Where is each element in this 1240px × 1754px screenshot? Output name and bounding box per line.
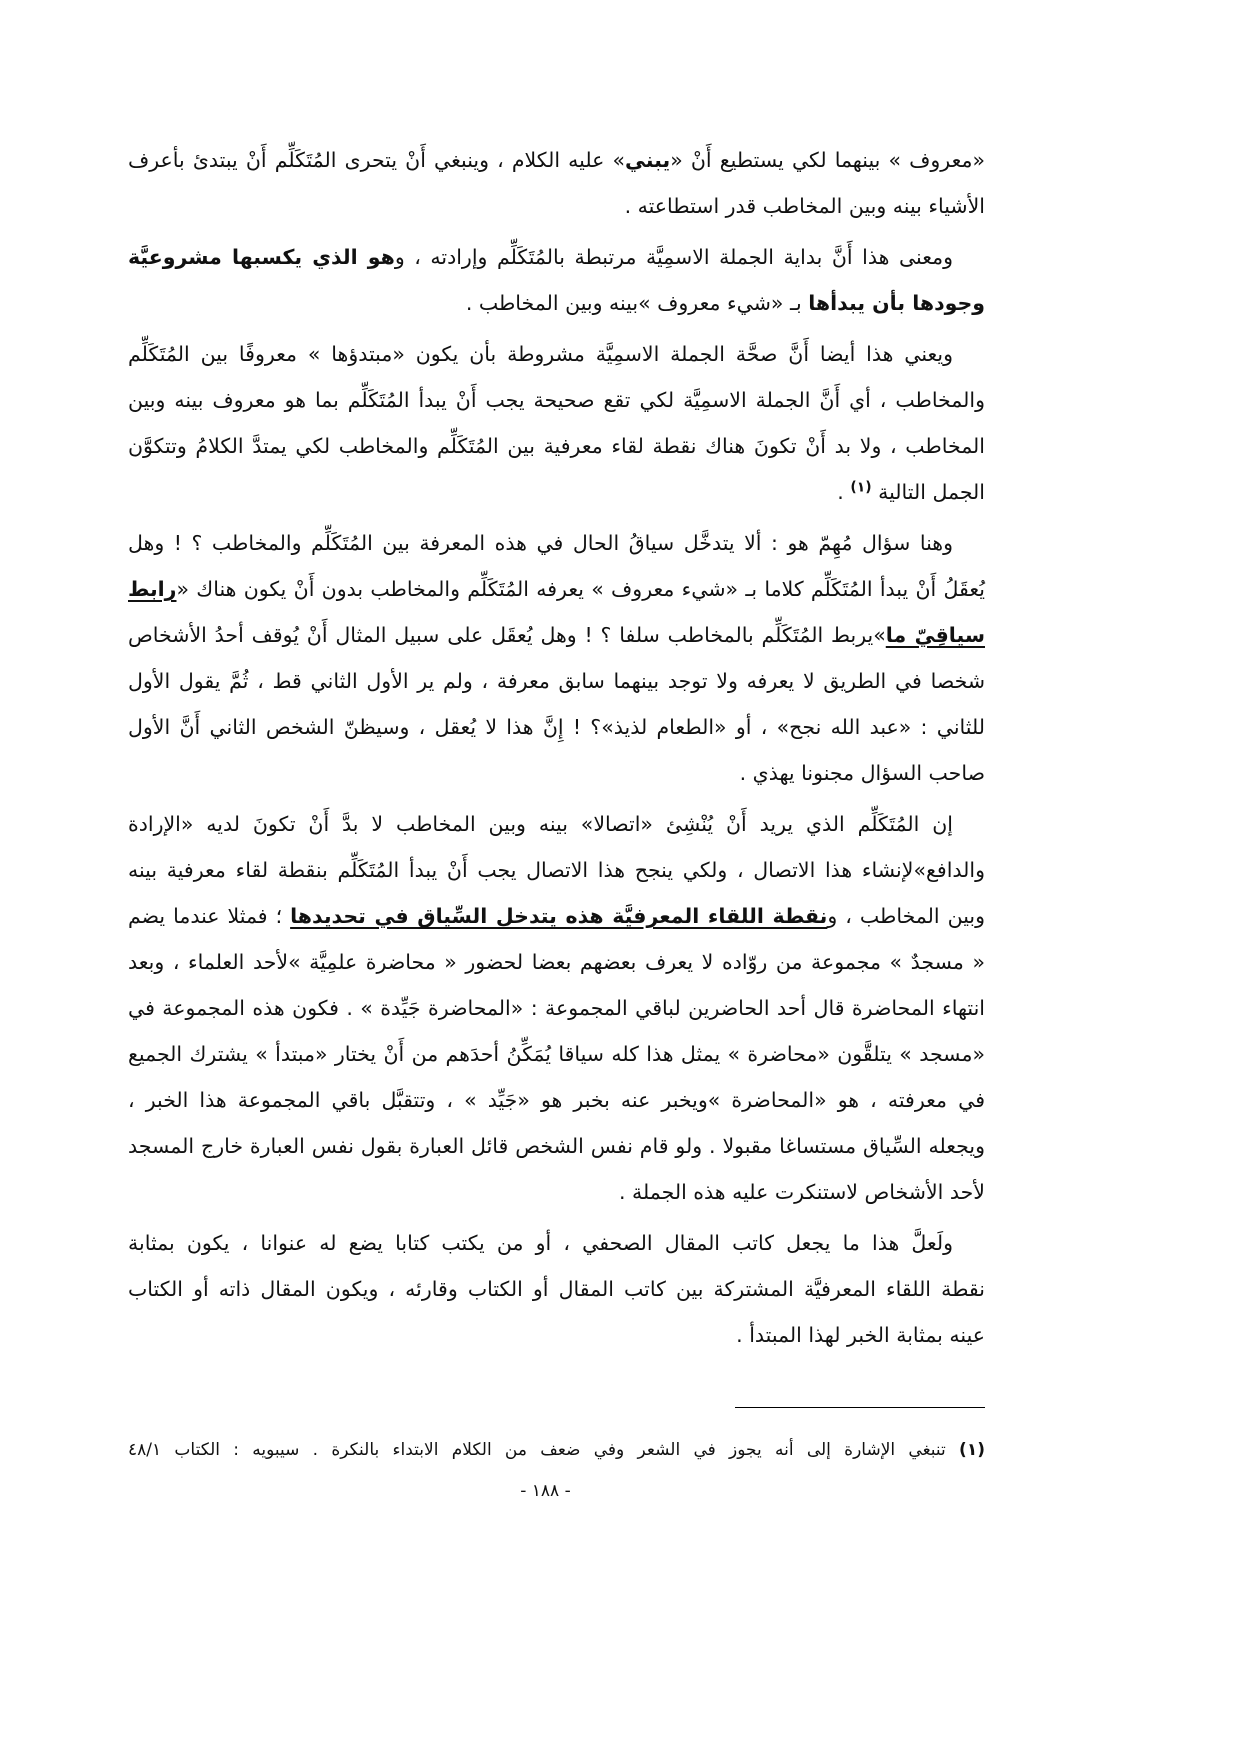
paragraph-6-line-3: عينه بمثابة الخبر لهذا المبتدأ .	[736, 1323, 985, 1347]
paragraph-1-line-2: الأشياء بينه وبين المخاطب قدر استطاعته .	[624, 194, 985, 218]
text-run: »يربط المُتَكَلِّم بالمخاطب سلفا ؟ ! وهل يُعقَل على سبيل المثال أَنْ يُوقف أحدُ الأشخاص	[128, 623, 886, 647]
paragraph-4-line-6: صاحب السؤال مجنونا يهذي .	[739, 761, 985, 785]
emphasized-phrase: نقطة اللقاء المعرفيَّة هذه يتدخل السِّياق في تحديدها	[290, 904, 828, 928]
bold-phrase: وجودها بأن يبدأها	[808, 291, 985, 315]
paragraph-4-line-2	[128, 566, 985, 612]
paragraph-5-line-4: « مسجدٌ » مجموعة من روّاده لا يعرف بعضهم بعضا لحضور « محاضرة علمِيَّة »لأحد العلماء ، وبعد	[128, 950, 985, 974]
paragraph-5-line-1: إن المُتَكَلِّم الذي يريد أَنْ يُنْشِئ «اتصالا» بينه وبين المخاطب لا بدَّ أَنْ تكونَ لديه «الإرادة	[128, 812, 953, 836]
footnote-separator	[735, 1407, 985, 1408]
paragraph-3-line-4	[128, 469, 985, 515]
paragraph-5-line-7: في معرفته ، هو «المحاضرة »ويخبر عنه بخبر هو «جَيِّد » ، وتتقبَّل باقي المجموعة هذا الخبر ،	[128, 1088, 985, 1112]
text-run: بـ «شيء معروف »بينه وبين المخاطب .	[465, 291, 809, 315]
footnote-reference[interactable]: (١)	[850, 479, 872, 496]
paragraph-3	[128, 331, 985, 515]
paragraph-1-line-1	[128, 137, 985, 183]
emphasized-phrase: رابط	[128, 577, 177, 601]
paragraph-4-line-4: شخصا في الطريق لا يعرفه ولا توجد بينهما سابق معرفة ، ولم ير الأول الثاني قط ، ثُمَّ يقول الأول	[128, 669, 985, 693]
text-run: «معروف » بينهما لكي يستطيع أَنْ «	[670, 148, 985, 172]
paragraph-6-line-2: نقطة اللقاء المعرفيَّة المشتركة بين كاتب المقال أو الكتاب وقارئه ، ويكون المقال ذاته أو الكتاب	[128, 1277, 985, 1301]
paragraph-4-line-5: للثاني : «عبد الله نجح» ، أو «الطعام لذيذ»؟ ! إِنَّ هذا لا يُعقل ، وسيظنّ الشخص الثاني أَنَّ الأول	[128, 715, 985, 739]
text-run: .	[837, 480, 851, 504]
paragraph-6	[128, 1220, 985, 1358]
paragraph-5-line-5: انتهاء المحاضرة قال أحد الحاضرين لباقي المجموعة : «المحاضرة جَيِّدة » . فكون هذه المجموعة في	[128, 996, 985, 1020]
footnote-text: تنبغي الإشارة إلى أنه يجوز في الشعر وفي ضعف من الكلام الابتداء بالنكرة . سيبويه : الكتاب ٤٨/١	[128, 1440, 960, 1460]
paragraph-3-line-1: ويعني هذا أيضا أَنَّ صحَّة الجملة الاسمِيَّة مشروطة بأن يكون «مبتدؤها » معروفًا بين المُتَكَلِّم	[128, 342, 953, 366]
paragraph-6-line-1: ولَعلَّ هذا ما يجعل كاتب المقال الصحفي ، أو من يكتب كتابا يضع له عنوانا ، يكون بمثابة	[128, 1231, 953, 1255]
body-text	[128, 137, 985, 1358]
footnote-marker: (١)	[959, 1440, 985, 1460]
text-run: ؛ فمثلا عندما يضم	[128, 904, 291, 928]
paragraph-3-line-3: المخاطب ، ولا بد أَنْ تكونَ هناك نقطة لقاء معرفية بين المُتَكَلِّم والمخاطب لكي يمتدَّ الكلامُ وتتكوَّن	[128, 434, 985, 458]
text-run: » عليه الكلام ، وينبغي أَنْ يتحرى المُتَكَلِّم أَنْ يبتدئ بأعرف	[128, 148, 626, 172]
paragraph-5-line-6: «مسجد » يتلقَّون «محاضرة » يمثل هذا كله سياقا يُمَكِّنُ أحدَهم من أَنْ يختار «مبتدأ » يشترك الجميع	[128, 1042, 985, 1066]
page-number: - ١٨٨ -	[520, 1481, 571, 1501]
paragraph-2-line-2	[128, 280, 985, 326]
bold-phrase: هو الذي يكسبها مشروعيَّة	[128, 245, 395, 269]
text-run: وبين المخاطب ، و	[827, 904, 985, 928]
text-run: الجمل التالية	[871, 480, 985, 504]
paragraph-5	[128, 801, 985, 1215]
text-run: ومعنى هذا أَنَّ بداية الجملة الاسمِيَّة مرتبطة بالمُتَكَلِّم وإرادته ، و	[394, 245, 953, 269]
bold-term: يبني	[625, 148, 671, 172]
footnote	[128, 1436, 985, 1464]
paragraph-5-line-2: والدافع»لإنشاء هذا الاتصال ، ولكي ينجح هذا الاتصال يجب أَنْ يبدأ المُتَكَلِّم بنقطة لقاء معرفية بينه	[128, 858, 985, 882]
paragraph-5-line-3	[128, 893, 985, 939]
paragraph-2-line-1	[128, 234, 985, 280]
paragraph-3-line-2: والمخاطب ، أي أَنَّ الجملة الاسمِيَّة لكي تقع صحيحة يجب أَنْ يبدأ المُتَكَلِّم بما هو معروف بينه وبين	[128, 388, 985, 412]
paragraph-4-line-1: وهنا سؤال مُهِمّ هو : ألا يتدخَّل سياقُ الحال في هذه المعرفة بين المُتَكَلِّم والمخاطب ؟ ! وهل	[128, 531, 953, 555]
emphasized-phrase: سياقِيّ ما	[885, 623, 985, 647]
paragraph-4-line-3	[128, 612, 985, 658]
paragraph-4	[128, 520, 985, 796]
paragraph-5-line-8: ويجعله السِّياق مستساغا مقبولا . ولو قام نفس الشخص قائل العبارة بقول نفس العبارة خارج المسجد	[128, 1134, 985, 1158]
paragraph-5-line-9: لأحد الأشخاص لاستنكرت عليه هذه الجملة .	[618, 1180, 985, 1204]
paragraph-1	[128, 137, 985, 229]
paragraph-2	[128, 234, 985, 326]
text-run: يُعقَلُ أَنْ يبدأ المُتَكَلِّم كلاما بـ «شيء معروف » يعرفه المُتَكَلِّم والمخاطب بدون أَنْ يكون هناك «	[176, 577, 985, 601]
